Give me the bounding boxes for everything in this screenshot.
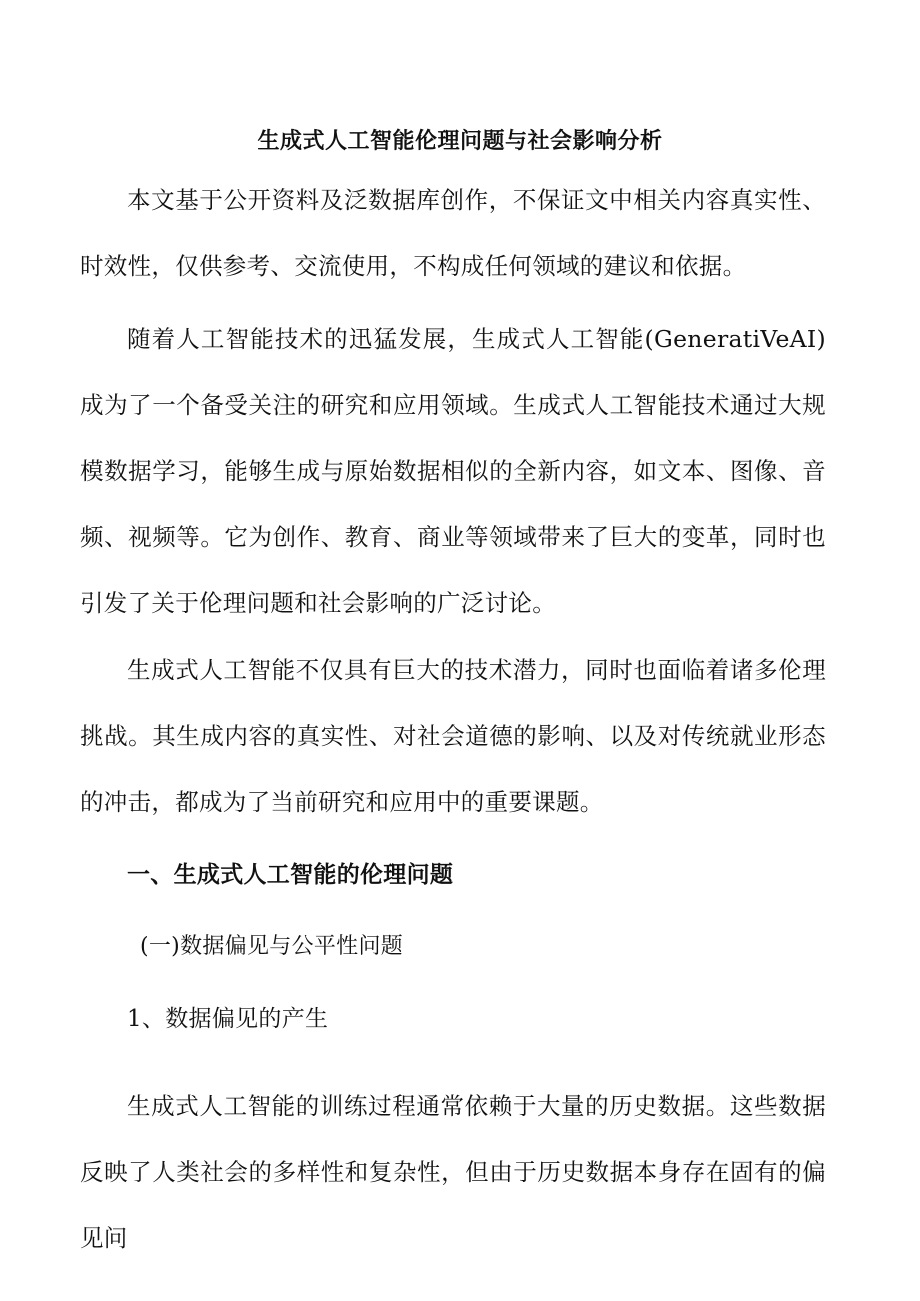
point-paragraph: 生成式人工智能的训练过程通常依赖于大量的历史数据。这些数据反映了人类社会的多样性和复杂性，但由于历史数据本身存在固有的偏见问 — [80, 1092, 826, 1252]
point-heading: 1、数据偏见的产生 — [127, 1006, 329, 1032]
document-title: 生成式人工智能伦理问题与社会影响分析 — [257, 128, 663, 154]
subsection-heading: (一)数据偏见与公平性问题 — [140, 934, 404, 959]
disclaimer-paragraph: 本文基于公开资料及泛数据库创作，不保证文中相关内容真实性、时效性，仅供参考、交流使用，不构成任何领域的建议和依据。 — [80, 186, 826, 280]
challenges-paragraph: 生成式人工智能不仅具有巨大的技术潜力，同时也面临着诸多伦理挑战。其生成内容的真实性、对社会道德的影响、以及对传统就业形态的冲击，都成为了当前研究和应用中的重要课题。 — [80, 656, 826, 816]
section-heading: 一、生成式人工智能的伦理问题 — [127, 861, 454, 888]
intro-paragraph: 随着人工智能技术的迅猛发展，生成式人工智能(GeneratiVeAI)成为了一个备受关注的研究和应用领域。生成式人工智能技术通过大规模数据学习，能够生成与原始数据相似的全新内容，如文本、图像、音频、视频等。它为创作、教育、商业等领域带来了巨大的变革，同时也引发了关于伦理问题和社会影响的广泛讨论。 — [80, 325, 826, 617]
